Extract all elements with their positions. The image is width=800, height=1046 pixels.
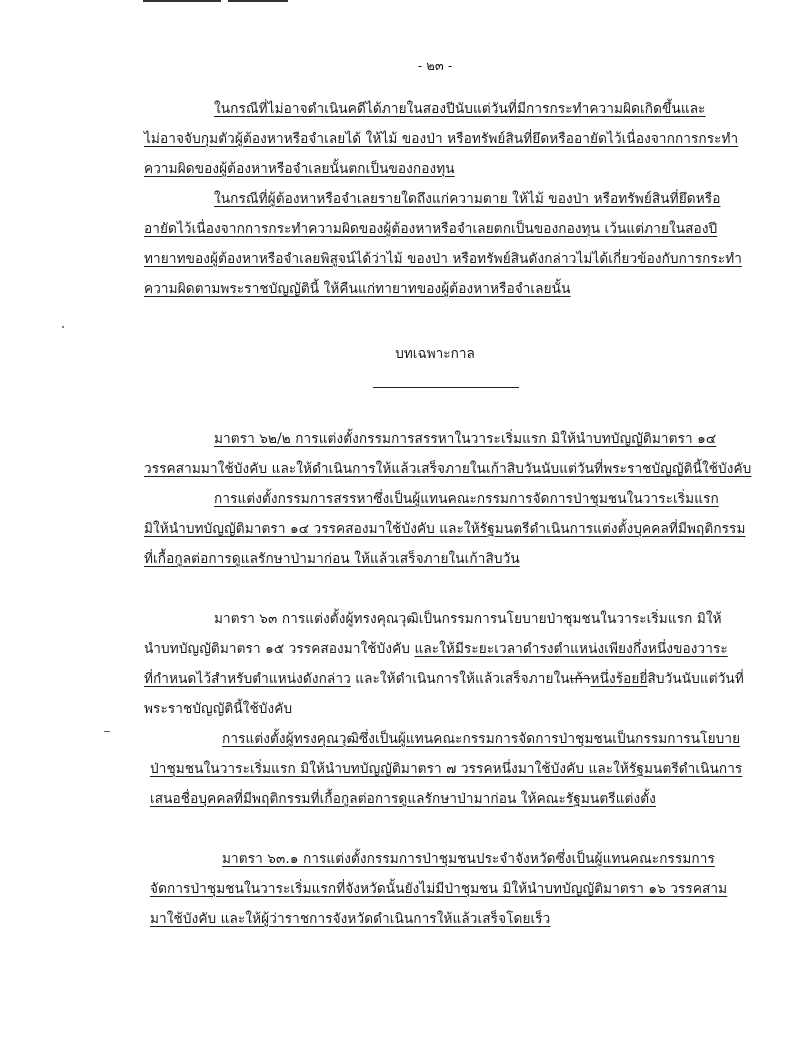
text-line: พระราชบัญญัตินี้ใช้บังคับ xyxy=(144,701,293,717)
section-heading: บทเฉพาะกาล xyxy=(395,346,475,362)
text-line: มาตรา ๖๓ การแต่งตั้งผู้ทรงคุณวุฒิเป็นกรรมการนโยบายป่าชุมชนในวาระเริ่มแรก มิให้ xyxy=(214,611,722,627)
text-line xyxy=(144,670,744,688)
text-line: ไม่อาจจับกุมตัวผู้ต้องหาหรือจำเลยได้ ให้ไม้ ของป่า หรือทรัพย์สินที่ยึดหรืออายัดไว้เนื่องจากการกระทำ xyxy=(144,131,739,147)
heading-rule xyxy=(373,387,519,388)
struck-text: เก้า xyxy=(569,671,591,687)
text-line: อายัดไว้เนื่องจากการกระทำความผิดของผู้ต้องหาหรือจำเลยตกเป็นของกองทุน เว้นแต่ภายในสองปี xyxy=(144,221,718,237)
text-line: การแต่งตั้งกรรมการสรรหาซึ่งเป็นผู้แทนคณะกรรมการจัดการป่าชุมชนในวาระเริ่มแรก xyxy=(214,491,719,507)
text-line: ทายาทของผู้ต้องหาหรือจำเลยพิสูจน์ได้ว่าไม้ ของป่า หรือทรัพย์สินดังกล่าวไม่ได้เกี่ยวข้องกับการกระทำ xyxy=(144,251,742,267)
text-line: มาใช้บังคับ และให้ผู้ว่าราชการจังหวัดดำเนินการให้แล้วเสร็จโดยเร็ว xyxy=(150,911,551,927)
scan-speck xyxy=(104,731,110,732)
text-segment: นำบทบัญญัติมาตรา ๑๕ วรรคสองมาใช้บังคับ xyxy=(144,641,415,657)
text-line: ที่เกื้อกูลต่อการดูแลรักษาป่ามาก่อน ให้แล้วเสร็จภายในเก้าสิบวัน xyxy=(144,551,520,567)
scan-mark xyxy=(228,0,288,2)
text-line: ความผิดของผู้ต้องหาหรือจำเลยนั้นตกเป็นของกองทุน xyxy=(144,161,455,177)
page-number: - ๒๓ - xyxy=(417,59,453,74)
text-segment: สิบวันนับแต่วันที่ xyxy=(647,671,744,687)
text-line: ความผิดตามพระราชบัญญัตินี้ ให้คืนแก่ทายาทของผู้ต้องหาหรือจำเลยนั้น xyxy=(144,281,571,297)
text-line: เสนอชื่อบุคคลที่มีพฤติกรรมที่เกื้อกูลต่อการดูแลรักษาป่ามาก่อน ให้คณะรัฐมนตรีแต่งตั้ง xyxy=(150,791,656,807)
text-line: วรรคสามมาใช้บังคับ และให้ดำเนินการให้แล้วเสร็จภายในเก้าสิบวันนับแต่วันที่พระราชบัญญัตินี้ใช้บังคับ xyxy=(144,461,752,477)
scan-mark xyxy=(143,0,221,2)
text-line: มาตรา ๖๒/๒ การแต่งตั้งกรรมการสรรหาในวาระเริ่มแรก มิให้นำบทบัญญัติมาตรา ๑๔ xyxy=(214,431,717,447)
text-line: มาตรา ๖๓.๑ การแต่งตั้งกรรมการป่าชุมชนประจำจังหวัดซึ่งเป็นผู้แทนคณะกรรมการ xyxy=(222,851,715,867)
text-segment: และให้ดำเนินการให้แล้วเสร็จภายใน xyxy=(350,671,570,687)
amended-text: หนึ่งร้อยยี่ xyxy=(590,671,648,687)
text-line: ในกรณีที่ผู้ต้องหาหรือจำเลยรายใดถึงแก่ความตาย ให้ไม้ ของป่า หรือทรัพย์สินที่ยึดหรือ xyxy=(214,191,721,207)
scan-speck xyxy=(62,326,64,328)
text-line: การแต่งตั้งผู้ทรงคุณวุฒิซึ่งเป็นผู้แทนคณะกรรมการจัดการป่าชุมชนเป็นกรรมการนโยบาย xyxy=(222,731,741,747)
text-line: ในกรณีที่ไม่อาจดำเนินคดีได้ภายในสองปีนับแต่วันที่มีการกระทำความผิดเกิดขึ้นและ xyxy=(214,101,706,117)
amended-text: ที่กำหนดไว้สำหรับตำแหน่งดังกล่าว xyxy=(144,671,351,687)
text-line: จัดการป่าชุมชนในวาระเริ่มแรกที่จังหวัดนั้นยังไม่มีป่าชุมชน มิให้นำบทบัญญัติมาตรา ๑๖ วรรคสาม xyxy=(150,881,728,897)
text-line: ป่าชุมชนในวาระเริ่มแรก มิให้นำบทบัญญัติมาตรา ๗ วรรคหนึ่งมาใช้บังคับ และให้รัฐมนตรีดำเนินการ xyxy=(150,761,743,777)
text-line xyxy=(144,640,728,658)
text-line: มิให้นำบทบัญญัติมาตรา ๑๔ วรรคสองมาใช้บังคับ และให้รัฐมนตรีดำเนินการแต่งตั้งบุคคลที่มีพฤติกรรม xyxy=(144,521,746,537)
amended-text: และให้มีระยะเวลาดำรงตำแหน่งเพียงกึ่งหนึ่งของวาระ xyxy=(414,641,728,657)
